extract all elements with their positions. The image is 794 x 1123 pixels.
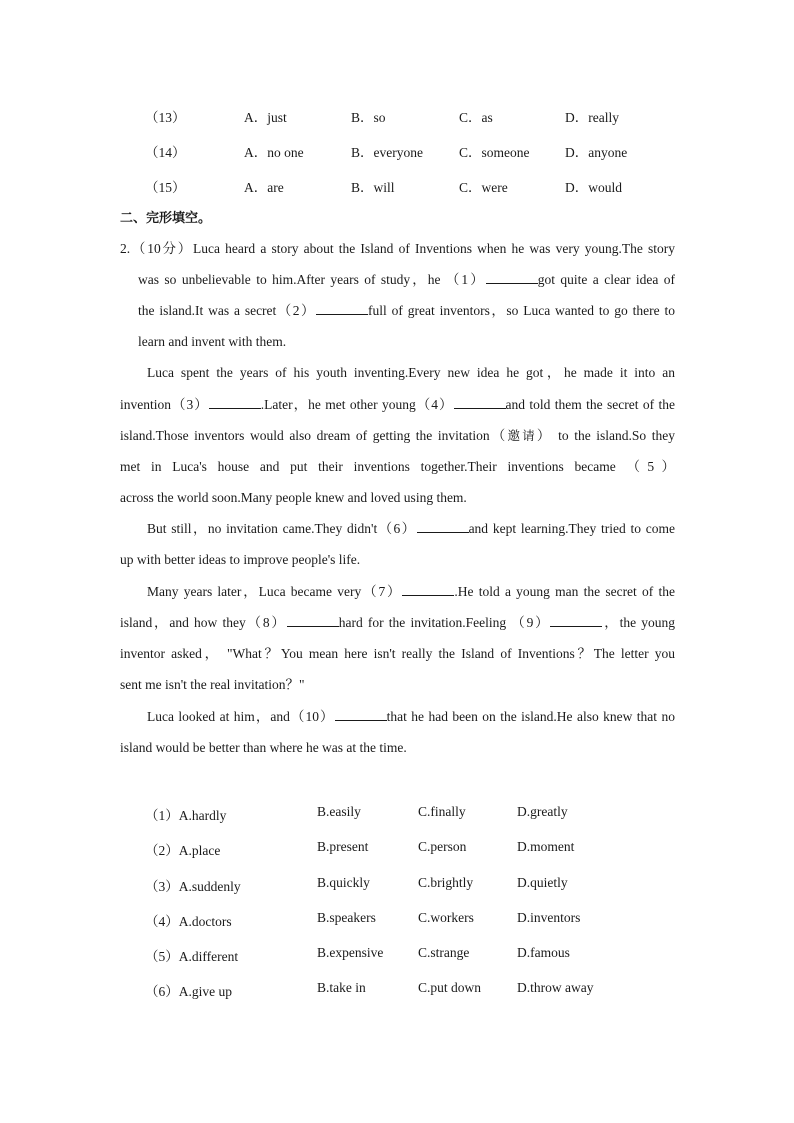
option-b: B.speakers [317, 910, 376, 925]
blank-8 [287, 613, 339, 627]
passage-line: learn and invent with them. [138, 334, 287, 349]
passage-text: Many years later，Luca became very（7） [147, 584, 403, 599]
passage-text: the island.It was a secret（2） [138, 303, 317, 318]
question-number: （14） [145, 145, 186, 160]
option-d: D.quietly [517, 875, 568, 890]
option-d: D.greatly [517, 804, 568, 819]
option-b: B.quickly [317, 875, 370, 890]
passage-line: 2.（10分）Luca heard a story about the Island of Inventions when he was very young.The story [120, 241, 675, 256]
passage-text: ，the young [602, 615, 675, 630]
blank-6 [417, 519, 469, 533]
blank-3 [209, 395, 261, 409]
blank-4 [454, 395, 506, 409]
passage-text: hard for the invitation.Feeling （9） [338, 615, 551, 630]
passage-text: that he had been on the island.He also knew that no [386, 709, 675, 724]
blank-7 [402, 582, 454, 596]
option-row-5 [0, 945, 794, 965]
passage-text: .Later，he met other young（4） [260, 397, 454, 412]
option-b: B.easily [317, 804, 361, 819]
option-d: D．anyone [565, 145, 628, 160]
passage-line: island would be better than where he was at the time. [120, 740, 407, 755]
option-a: （1）A.hardly [145, 808, 227, 823]
option-c: C.brightly [418, 875, 474, 890]
passage-text: island.Those inventors would also dream of getting the invitation（ [120, 428, 508, 443]
option-a: （4）A.doctors [145, 914, 232, 929]
option-c: C.workers [418, 910, 474, 925]
passage-line: inventor asked， "What？You mean here isn't really the Island of Inventions？The letter you [120, 646, 675, 661]
option-c: C．were [459, 180, 508, 195]
passage-line: met in Luca's house and put their inventions together.Their inventions became （5） [120, 459, 675, 474]
option-c: C.finally [418, 804, 466, 819]
passage-line [147, 706, 675, 728]
choice-row-15 [0, 176, 794, 196]
passage-line [138, 269, 675, 291]
option-row-6 [0, 980, 794, 1000]
option-b: B．everyone [351, 145, 423, 160]
passage-text: was so unbelievable to him.After years of study，he （1） [138, 272, 486, 287]
option-row-4 [0, 910, 794, 930]
passage-text: and told them the secret of the [505, 397, 675, 412]
option-b: B.present [317, 839, 369, 854]
option-c: C.put down [418, 980, 482, 995]
option-a: A．no one [244, 145, 304, 160]
blank-2 [316, 301, 368, 315]
passage-line [138, 300, 675, 322]
passage-line [147, 581, 675, 603]
blank-10 [335, 707, 387, 721]
option-b: B．will [351, 180, 395, 195]
question-number: （13） [145, 110, 186, 125]
option-a: A．are [244, 180, 284, 195]
option-b: B.expensive [317, 945, 384, 960]
option-d: D．really [565, 110, 619, 125]
passage-line: across the world soon.Many people knew and loved using them. [120, 490, 467, 505]
passage-text: .He told a young man the secret of the [454, 584, 675, 599]
option-d: D.throw away [517, 980, 594, 995]
passage-text: and kept learning.They tried to come [468, 521, 676, 536]
option-a: （2）A.place [145, 843, 221, 858]
option-row-3 [0, 875, 794, 895]
option-a: （3）A.suddenly [145, 879, 241, 894]
section-heading: 二、完形填空。 [120, 211, 212, 226]
option-d: D.inventors [517, 910, 581, 925]
passage-text: 邀请 [507, 428, 537, 443]
passage-line: up with better ideas to improve people's life. [120, 552, 361, 567]
question-number: （15） [145, 180, 186, 195]
passage-text: island，and how they（8） [120, 615, 287, 630]
blank-9 [550, 613, 602, 627]
passage-text: But still，no invitation came.They didn't（6） [147, 521, 417, 536]
passage-line [120, 394, 675, 416]
passage-text: Luca looked at him，and（10） [147, 709, 335, 724]
passage-line [120, 612, 675, 634]
passage-line: Luca spent the years of his youth inventing.Every new idea he got，he made it into an [147, 365, 675, 380]
passage-line [147, 518, 675, 540]
option-a: （5）A.different [145, 949, 239, 964]
passage-line [120, 425, 675, 447]
option-c: C.strange [418, 945, 470, 960]
passage-text: got quite a clear idea of [537, 272, 675, 287]
passage-text: invention（3） [120, 397, 209, 412]
option-row-1 [0, 804, 794, 824]
choice-row-14 [0, 141, 794, 161]
option-row-2 [0, 839, 794, 859]
option-c: C．as [459, 110, 493, 125]
option-d: D．would [565, 180, 622, 195]
option-a: A．just [244, 110, 287, 125]
passage-line: sent me isn't the real invitation？" [120, 677, 305, 692]
option-d: D.moment [517, 839, 575, 854]
option-c: C.person [418, 839, 467, 854]
passage-text: full of great inventors，so Luca wanted to go there to [368, 303, 675, 318]
choice-row-13 [0, 106, 794, 126]
option-b: B.take in [317, 980, 366, 995]
passage-text: ） to the island.So they [536, 428, 675, 443]
option-a: （6）A.give up [145, 984, 232, 999]
blank-1 [486, 270, 538, 284]
option-c: C．someone [459, 145, 530, 160]
option-d: D.famous [517, 945, 570, 960]
option-b: B．so [351, 110, 386, 125]
